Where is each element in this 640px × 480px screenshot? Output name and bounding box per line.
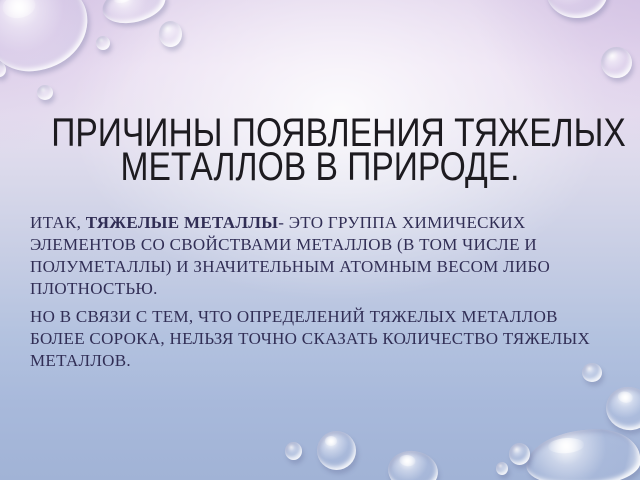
water-drop-icon [285, 442, 302, 460]
water-drop-icon [601, 382, 640, 435]
body-paragraph-2 [30, 306, 590, 372]
body-p1-line1-rest: - ЭТО ГРУППА ХИМИЧЕСКИХ [278, 213, 526, 232]
body-p2-line3: МЕТАЛЛОВ. [30, 351, 131, 370]
water-drop-icon [509, 443, 530, 465]
slide-title [0, 111, 640, 189]
body-p1-line1-regular: ИТАК, [30, 213, 86, 232]
body-p1-line2: ЭЛЕМЕНТОВ СО СВОЙСТВАМИ МЕТАЛЛОВ (В ТОМ ЧИСЛЕ И [30, 235, 537, 254]
water-drop-icon [385, 448, 440, 480]
water-drop-icon [99, 0, 170, 29]
water-drop-icon [496, 462, 508, 475]
water-drop-icon [524, 426, 640, 480]
slide-title-line2: МЕТАЛЛОВ В ПРИРОДЕ. [120, 145, 520, 189]
body-p1-line4: ПЛОТНОСТЬЮ. [30, 279, 158, 298]
water-drop-icon [37, 85, 53, 100]
water-drop-icon [601, 47, 632, 78]
water-drop-icon [159, 21, 182, 47]
body-paragraph-1 [30, 212, 550, 300]
water-drop-icon [0, 0, 95, 78]
body-p2-line1: НО В СВЯЗИ С ТЕМ, ЧТО ОПРЕДЕЛЕНИЙ ТЯЖЕЛЫХ МЕТАЛЛОВ [30, 307, 558, 326]
water-drop-icon [96, 36, 110, 50]
body-p2-line2: БОЛЕЕ СОРОКА, НЕЛЬЗЯ ТОЧНО СКАЗАТЬ КОЛИЧЕСТВО ТЯЖЕЛЫХ [30, 329, 591, 348]
water-drop-icon [546, 0, 608, 18]
body-p1-line3: ПОЛУМЕТАЛЛЫ) И ЗНАЧИТЕЛЬНЫМ АТОМНЫМ ВЕСОМ ЛИБО [30, 257, 551, 276]
slide-title-line1: ПРИЧИНЫ ПОЯВЛЕНИЯ ТЯЖЕЛЫХ [51, 111, 626, 155]
body-p1-line1-bold-term: ТЯЖЕЛЫЕ МЕТАЛЛЫ [85, 213, 279, 232]
body-p1-line1 [30, 212, 550, 234]
water-drop-icon [317, 431, 356, 470]
